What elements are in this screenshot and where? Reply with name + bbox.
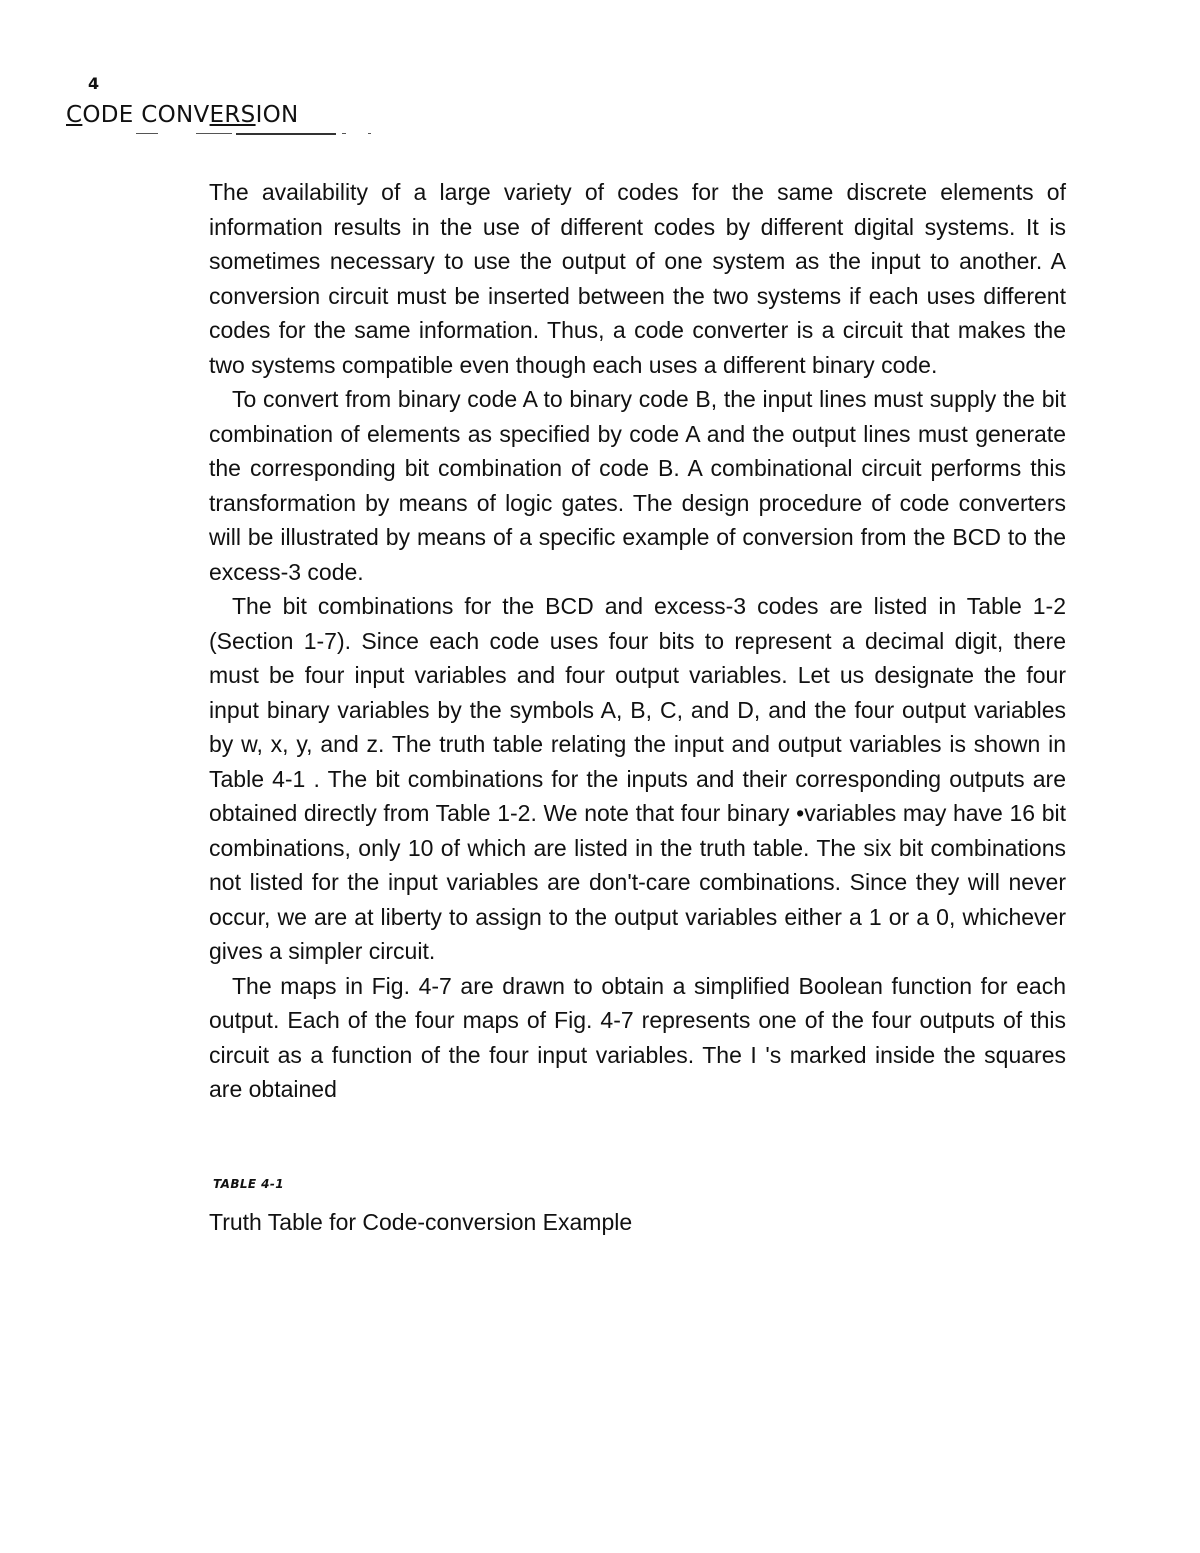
body-text xyxy=(209,175,1066,1107)
chapter-title xyxy=(66,102,299,128)
table-label: TABLE 4-1 xyxy=(213,1177,284,1191)
rule-segment xyxy=(342,133,346,134)
paragraph: To convert from binary code A to binary code B, the input lines must supply the bit combination of elements as specified by code A and the output lines must generate the corresponding bit combination of code B. A combinational circuit performs this transformation by means of logic gates. The design procedure of code converters will be illustrated by means of a specific example of conversion from the BCD to the excess-3 code. xyxy=(209,386,1066,585)
rule-segment xyxy=(236,133,336,135)
paragraph: The availability of a large variety of codes for the same discrete elements of information results in the use of different codes by different digital systems. It is sometimes necessary to use the output of one system as the input to another. A conversion circuit must be inserted between the two systems if each uses different codes for the same information. Thus, a code converter is a circuit that makes the two systems compatible even though each uses a different binary code. xyxy=(209,179,1066,378)
paragraph: The maps in Fig. 4-7 are drawn to obtain a simplified Boolean function for each output. Each of the four maps of Fig. 4-7 represents one of the four outputs of this circuit as a function of the four input variables. The I 's marked inside the squares are obtained xyxy=(209,972,1066,1102)
rule-segment xyxy=(368,133,371,134)
chapter-title-part: ODE CONV xyxy=(82,102,210,128)
chapter-title-part: ERS xyxy=(209,102,256,128)
table-caption: Truth Table for Code-conversion Example xyxy=(209,1209,633,1235)
chapter-title-part: ION xyxy=(255,102,299,128)
paragraph: The bit combinations for the BCD and excess-3 codes are listed in Table 1-2 (Section 1-7). Since each code uses four bits to represent a decimal digit, there must be four input variables and four output variables. Let us designate the four input binary variables by the symbols A, B, C, and D, and the four output variables by w, x, y, and z. The truth table relating the input and output variables is shown in Table 4-1 . The bit combinations for the inputs and their corresponding outputs are obtained directly from Table 1-2. We note that four binary •variables may have 16 bit combinations, only 10 of which are listed in the truth table. The six bit combinations not listed for the input variables are don't-care combinations. Since they will never occur, we are at liberty to assign to the output variables either a 1 or a 0, whichever gives a simpler circuit. xyxy=(209,593,1066,964)
chapter-title-part: C xyxy=(66,102,83,128)
rule-segment xyxy=(196,133,232,134)
page-number: 4 xyxy=(88,74,100,93)
title-rule xyxy=(136,133,372,137)
rule-segment xyxy=(136,133,158,134)
